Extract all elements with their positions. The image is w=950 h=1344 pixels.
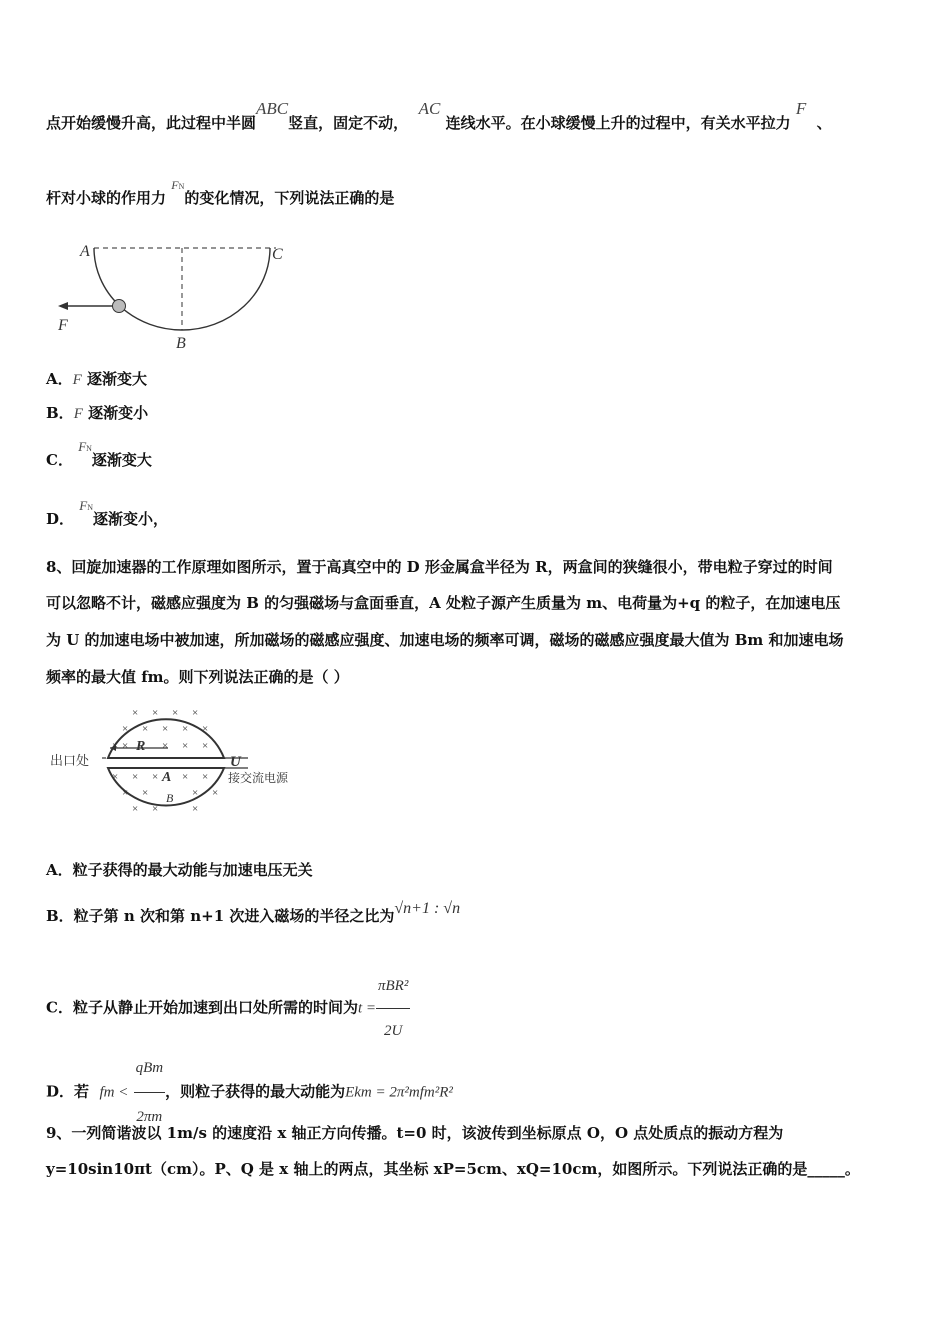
label-r: R (136, 739, 146, 754)
svg-text:×: × (122, 740, 129, 752)
svg-text:×: × (152, 803, 159, 815)
label-c: C (272, 246, 283, 263)
q7-option-c[interactable]: C． FN逐渐变大 (46, 439, 152, 469)
q7-option-b[interactable]: B．F 逐渐变小 (46, 404, 149, 422)
svg-text:×: × (192, 803, 199, 815)
q8-option-d-fraction: $\frac{\text{qBm}}{2\pi m}$ (134, 1044, 166, 1141)
svg-text:×: × (132, 707, 139, 719)
q7-semicircle-figure (50, 238, 300, 358)
q7-stem-line2 (46, 178, 395, 212)
q7-option-a[interactable]: A．F 逐渐变大 (46, 370, 148, 388)
svg-text:×: × (132, 771, 139, 783)
q7-text: 连线水平。在小球缓慢上升的过程中，有关水平拉力 (445, 114, 791, 132)
arrow-head (58, 302, 68, 310)
svg-text:×: × (142, 787, 149, 799)
q8-option-b[interactable]: B．粒子第 n 次和第 n+1 次进入磁场的半径之比为√n+1 : √n (46, 900, 461, 925)
svg-text:×: × (152, 707, 159, 719)
q8-stem-line2: 可以忽略不计，磁感应强度为 B 的匀强磁场与盒面垂直，A 处粒子源产生质量为 m、电荷量为+q 的粒子，在加速电压 (46, 594, 841, 612)
q8-option-a[interactable]: A．粒子获得的最大动能与加速电压无关 (46, 861, 313, 879)
q8-option-c[interactable]: C．粒子从静止开始加速到出口处所需的时间为t = $\frac{\text{πBR²}}{2U}$ (46, 964, 410, 1053)
label-ac-source: 接交流电源 (228, 771, 289, 785)
q7-math-fn: FN (171, 178, 185, 192)
q7-text: 、 (816, 114, 832, 132)
label-a: A (162, 770, 172, 785)
svg-text:×: × (182, 740, 189, 752)
q7-math-f: F (795, 99, 807, 118)
svg-text:×: × (112, 740, 119, 752)
q8-option-b-formula: √n+1 : √n (394, 900, 461, 917)
q8-option-c-fraction: $\frac{\text{πBR²}}{2U}$ (376, 964, 410, 1053)
q7-text: 点开始缓慢升高，此过程中半圆 (46, 114, 257, 132)
ball (113, 300, 126, 313)
q7-text: 的变化情况，下列说法正确的是 (184, 189, 395, 207)
svg-text:×: × (122, 723, 129, 735)
q7-text: 竖直，固定不动， (288, 114, 409, 132)
svg-text:×: × (142, 723, 149, 735)
svg-text:×: × (202, 723, 209, 735)
label-f: F (58, 317, 68, 334)
label-a: A (80, 243, 90, 260)
q8-stem-line3: 为 U 的加速电场中被加速，所加磁场的磁感应强度、加速电场的频率可调，磁场的磁感应强度最大值为 Bm 和加速电场 (46, 631, 844, 649)
q9-stem-line1: 9、一列简谐波以 1m/s 的速度沿 x 轴正方向传播。t=0 时，该波传到坐标原点 O，O 点处质点的振动方程为 (46, 1124, 784, 1142)
svg-text:×: × (132, 803, 139, 815)
svg-text:×: × (162, 723, 169, 735)
svg-text:×: × (202, 771, 209, 783)
svg-text:×: × (152, 771, 159, 783)
q8-cyclotron-figure (50, 698, 310, 833)
q8-option-d[interactable]: D．若 fm < $\frac{\text{qBm}}{2\pi m}$ ，则粒子获得的最大动能为Ekm = 2π²mfm²R² (46, 1044, 453, 1141)
svg-text:×: × (192, 787, 199, 799)
svg-text:×: × (202, 740, 209, 752)
q9-stem-line2: y=10sin10πt（cm）。P、Q 是 x 轴上的两点，其坐标 xP=5cm、xQ=10cm，如图所示。下列说法正确的是_____。 (46, 1160, 860, 1178)
q8-stem-line1: 8、回旋加速器的工作原理如图所示，置于高真空中的 D 形金属盒半径为 R，两盒间的狭缝很小，带电粒子穿过的时间 (46, 558, 833, 576)
q7-stem-line1 (46, 99, 832, 134)
q8-option-d-formula: Ekm = 2π²mfm²R² (345, 1084, 453, 1101)
q8-stem-line4: 频率的最大值 fm。则下列说法正确的是（ ） (46, 668, 349, 686)
label-u: U (230, 754, 241, 770)
svg-text:×: × (112, 771, 119, 783)
label-b: B (166, 791, 174, 805)
svg-text:×: × (192, 707, 199, 719)
label-exit: 出口处 (50, 753, 90, 768)
label-b: B (176, 335, 186, 352)
svg-text:×: × (182, 771, 189, 783)
svg-text:×: × (212, 787, 219, 799)
q7-text: 杆对小球的作用力 (46, 189, 167, 207)
svg-text:×: × (162, 740, 169, 752)
svg-text:×: × (122, 787, 129, 799)
q7-option-d[interactable]: D． FN逐渐变小， (46, 498, 168, 528)
q7-math-ac: AC (418, 99, 441, 118)
svg-text:×: × (182, 723, 189, 735)
svg-text:×: × (172, 707, 179, 719)
q7-math-abc: ABC (256, 99, 289, 118)
